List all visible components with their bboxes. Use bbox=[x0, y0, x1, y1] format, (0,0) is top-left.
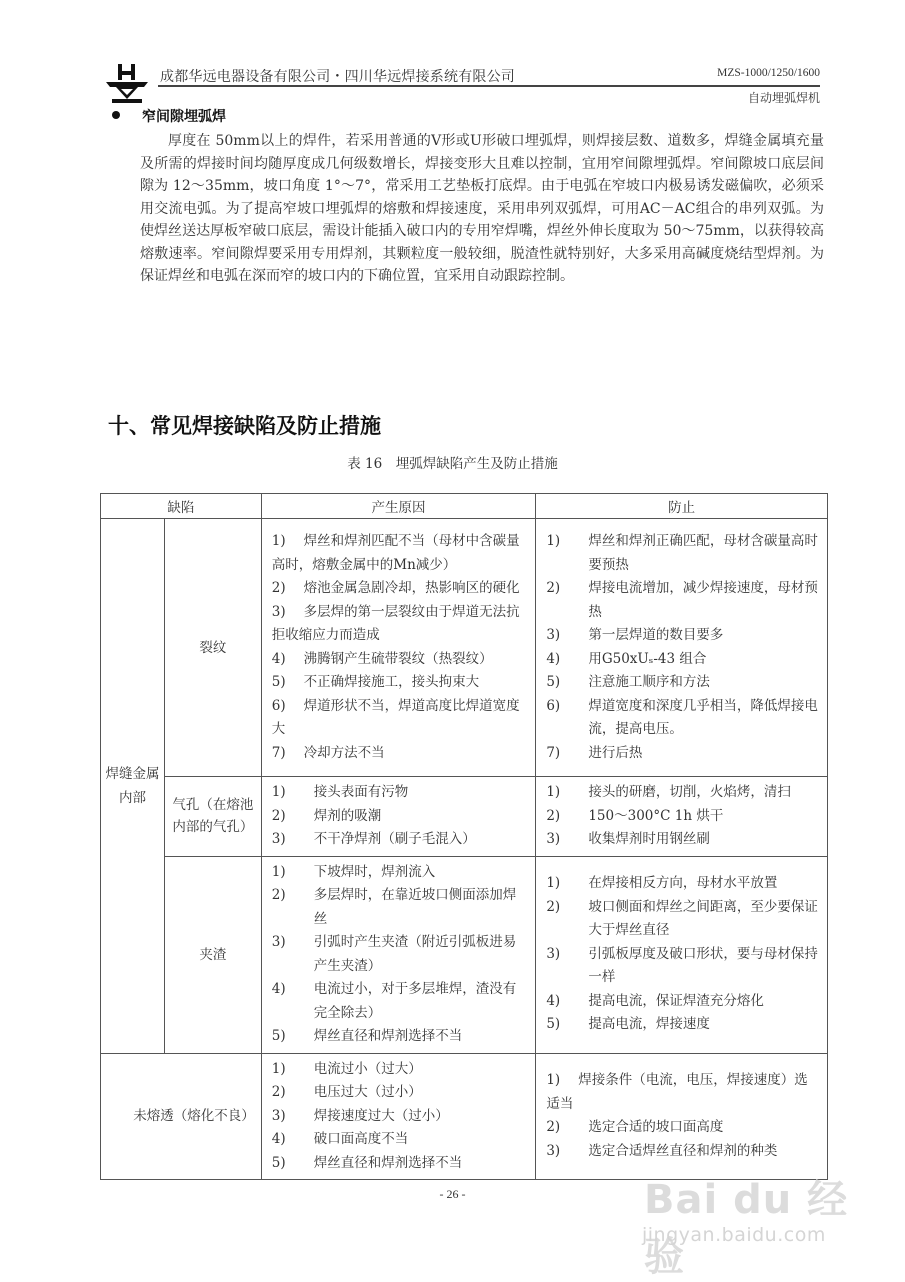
item-number: 1) bbox=[271, 1060, 286, 1077]
prevention-item bbox=[546, 781, 819, 805]
prevention-item bbox=[546, 805, 819, 829]
page-number: - 26 - bbox=[439, 1187, 466, 1201]
item-text: 多层焊时，在靠近坡口侧面添加焊丝 bbox=[313, 887, 517, 927]
item-text: 焊接速度过大（过小） bbox=[313, 1107, 449, 1124]
prevention-item bbox=[546, 1069, 819, 1116]
prevention-item bbox=[546, 742, 819, 766]
cause-item bbox=[272, 601, 528, 648]
item-text: 选定合适的坡口面高度 bbox=[588, 1119, 724, 1136]
item-text: 焊接电流增加，减少焊接速度，母材预热 bbox=[588, 580, 818, 620]
item-number: 2) bbox=[546, 1119, 561, 1136]
item-text: 电压过大（过小） bbox=[313, 1084, 422, 1100]
item-text: 引弧板厚度及破口形状，要与母材保持一样 bbox=[588, 945, 818, 986]
item-text: 多层焊的第一层裂纹由于焊道无法抗拒收缩应力而造成 bbox=[271, 603, 520, 643]
narrow-gap-heading bbox=[112, 106, 226, 126]
item-text: 冷却方法不当 bbox=[303, 744, 385, 761]
prevention-item bbox=[546, 1140, 819, 1164]
section-title: 十、常见焊接缺陷及防止措施 bbox=[108, 414, 381, 438]
model-number: MZS-1000/1250/1600 bbox=[717, 67, 820, 79]
item-number: 3) bbox=[271, 603, 286, 620]
header-prevention: 防止 bbox=[536, 494, 828, 519]
item-text: 接头的研磨，切削，火焰烤，清扫 bbox=[588, 784, 791, 800]
item-text: 不干净焊剂（刷子毛混入） bbox=[313, 831, 476, 847]
defect-cell: 未熔透（熔化不良） bbox=[101, 1053, 262, 1180]
item-text: 焊剂的吸潮 bbox=[313, 807, 382, 824]
category-cell: 焊缝金属内部 bbox=[101, 519, 165, 1054]
item-text: 进行后热 bbox=[588, 744, 643, 761]
prevention-item bbox=[546, 648, 819, 672]
prevention-item bbox=[546, 896, 819, 943]
prevention-item bbox=[546, 695, 819, 742]
item-text: 提高电流，焊接速度 bbox=[588, 1016, 710, 1033]
header-cause: 产生原因 bbox=[261, 494, 536, 519]
item-number: 3) bbox=[271, 831, 286, 847]
item-number: 2) bbox=[271, 1084, 286, 1100]
item-text: 150～300°C 1h 烘干 bbox=[588, 807, 724, 824]
item-text: 熔池金属急剧冷却，热影响区的硬化 bbox=[303, 580, 520, 596]
item-number: 1) bbox=[546, 784, 561, 800]
item-number: 1) bbox=[271, 863, 286, 880]
item-number: 6) bbox=[271, 697, 286, 714]
item-number: 5) bbox=[271, 674, 286, 690]
item-number: 5) bbox=[271, 1028, 286, 1044]
prevention-cell bbox=[536, 519, 828, 777]
item-text: 焊接条件（电流，电压，焊接速度）选适当 bbox=[546, 1072, 808, 1112]
item-number: 4) bbox=[271, 981, 286, 997]
item-text: 不正确焊接施工，接头拘束大 bbox=[303, 674, 480, 690]
narrow-gap-title: 窄间隙埋弧焊 bbox=[142, 109, 226, 125]
table-row bbox=[101, 856, 828, 1053]
prevention-item bbox=[546, 990, 819, 1014]
item-number: 4) bbox=[546, 992, 561, 1009]
item-text: 接头表面有污物 bbox=[313, 784, 409, 800]
prevention-item bbox=[546, 671, 819, 695]
table-caption: 表 16 埋弧焊缺陷产生及防止措施 bbox=[347, 456, 558, 472]
cause-item bbox=[272, 861, 528, 885]
prevention-item bbox=[546, 828, 819, 852]
item-text: 选定合适焊丝直径和焊剂的种类 bbox=[588, 1142, 778, 1159]
defect-cell: 夹渣 bbox=[164, 856, 261, 1053]
prevention-item bbox=[546, 872, 819, 896]
item-number: 2) bbox=[271, 887, 286, 903]
prevention-item bbox=[546, 1116, 819, 1140]
watermark-brand: Bai du 经验 bbox=[644, 1177, 849, 1280]
product-name: 自动埋弧焊机 bbox=[747, 91, 820, 105]
item-text: 下坡焊时，焊剂流入 bbox=[313, 863, 436, 880]
item-text: 坡口侧面和焊丝之间距离，至少要保证大于焊丝直径 bbox=[588, 898, 818, 939]
item-number: 5) bbox=[271, 1154, 286, 1171]
item-number: 2) bbox=[546, 898, 561, 915]
cause-cell bbox=[261, 519, 536, 777]
item-number: 1) bbox=[271, 784, 286, 800]
item-number: 2) bbox=[271, 807, 286, 824]
cause-cell bbox=[261, 1053, 536, 1180]
prevention-cell bbox=[536, 856, 828, 1053]
prevention-item bbox=[546, 1013, 819, 1037]
prevention-item bbox=[546, 943, 819, 990]
cause-item bbox=[272, 742, 528, 766]
item-number: 3) bbox=[546, 627, 561, 643]
item-number: 1) bbox=[546, 875, 561, 892]
item-text: 电流过小，对于多层堆焊，渣没有完全除去） bbox=[313, 981, 517, 1021]
cause-cell bbox=[261, 856, 536, 1053]
bullet-icon bbox=[112, 111, 120, 119]
item-text: 焊丝直径和焊剂选择不当 bbox=[313, 1154, 463, 1171]
item-number: 5) bbox=[546, 674, 561, 690]
company-logo-icon bbox=[104, 62, 150, 104]
narrow-gap-paragraph: 厚度在 50mm以上的焊件，若采用普通的V形或U形破口埋弧焊，则焊接层数、道数多，焊缝金属填充量及所需的焊接时间均随厚度成几何级数增长，焊接变形大且难以控制，宜用窄间隙埋弧焊。窄间隙坡口底层间隙为 12～35mm，坡口角度 1°～7°，常采用工艺垫板打底焊。由于电弧在窄坡口内极易诱发磁偏吹，必须采用交流电弧。为了提高窄坡口埋弧焊的熔敷和焊接速度，采用串列双弧焊，可用AC－AC组合的串列双弧。为使焊丝送达厚板窄破口底层，需设计能插入破口内的专用窄焊嘴，焊丝外伸长度取为 50～75mm，以获得较高熔敷速率。窄间隙焊要采用专用焊剂，其颗粒度一般较细，脱渣性就特别好，大多采用高碱度烧结型焊剂。为保证焊丝和电弧在深而窄的坡口内的下确位置，宜采用自动跟踪控制。 bbox=[140, 133, 824, 284]
cause-item bbox=[272, 648, 528, 672]
item-number: 3) bbox=[546, 945, 561, 962]
item-number: 3) bbox=[271, 1107, 286, 1124]
item-text: 焊丝直径和焊剂选择不当 bbox=[313, 1028, 463, 1044]
item-number: 4) bbox=[271, 650, 286, 667]
item-number: 2) bbox=[546, 580, 561, 596]
item-text: 焊丝和焊剂匹配不当（母材中含碳量高时，熔敷金属中的Mn减少） bbox=[271, 533, 520, 573]
cause-item bbox=[272, 1025, 528, 1049]
cause-item bbox=[272, 931, 528, 978]
item-number: 1) bbox=[271, 533, 286, 549]
cause-item bbox=[272, 1081, 528, 1105]
prevention-cell bbox=[536, 777, 828, 857]
item-text: 电流过小（过大） bbox=[313, 1060, 422, 1077]
header-divider bbox=[158, 85, 820, 87]
cause-item bbox=[272, 1105, 528, 1129]
item-text: 焊道宽度和深度几乎相当，降低焊接电流，提高电压。 bbox=[588, 697, 818, 737]
cause-item bbox=[272, 828, 528, 852]
cause-cell bbox=[261, 777, 536, 857]
item-text: 沸腾钢产生硫带裂纹（热裂纹） bbox=[303, 650, 493, 667]
item-text: 引弧时产生夹渣（附近引弧板进易产生夹渣） bbox=[313, 934, 517, 974]
item-number: 1) bbox=[546, 1072, 561, 1089]
table-row bbox=[101, 1053, 828, 1180]
item-number: 5) bbox=[546, 1016, 561, 1033]
item-text: 收集焊剂时用钢丝刷 bbox=[588, 831, 710, 847]
prevention-item bbox=[546, 577, 819, 624]
item-text: 第一层焊道的数目要多 bbox=[588, 627, 724, 643]
defect-cell: 气孔（在熔池内部的气孔） bbox=[164, 777, 261, 857]
item-text: 破口面高度不当 bbox=[313, 1131, 409, 1147]
watermark-url: jingyan.baidu.com bbox=[642, 1224, 826, 1246]
header-defect: 缺陷 bbox=[101, 494, 262, 519]
cause-item bbox=[272, 1128, 528, 1152]
prevention-item bbox=[546, 530, 819, 577]
item-text: 用G50xUₛ-43 组合 bbox=[588, 650, 707, 667]
item-text: 焊道形状不当，焊道高度比焊道宽度大 bbox=[271, 697, 520, 737]
cause-item bbox=[272, 1058, 528, 1082]
item-number: 7) bbox=[271, 744, 286, 761]
item-text: 焊丝和焊剂正确匹配，母材含碳量高时要预热 bbox=[588, 533, 818, 573]
cause-item bbox=[272, 695, 528, 742]
item-number: 1) bbox=[546, 533, 561, 549]
item-number: 2) bbox=[271, 580, 286, 596]
cause-item bbox=[272, 1152, 528, 1176]
item-number: 4) bbox=[546, 650, 561, 667]
cause-item bbox=[272, 978, 528, 1025]
cause-item bbox=[272, 781, 528, 805]
item-number: 3) bbox=[546, 1142, 561, 1159]
table-row bbox=[101, 777, 828, 857]
cause-item bbox=[272, 530, 528, 577]
prevention-item bbox=[546, 624, 819, 648]
baidu-watermark bbox=[640, 1168, 880, 1280]
item-number: 4) bbox=[271, 1131, 286, 1147]
table-row bbox=[101, 519, 828, 777]
item-number: 7) bbox=[546, 744, 561, 761]
item-number: 3) bbox=[546, 831, 561, 847]
item-number: 6) bbox=[546, 697, 561, 714]
cause-item bbox=[272, 671, 528, 695]
cause-item bbox=[272, 884, 528, 931]
item-text: 在焊接相反方向，母材水平放置 bbox=[588, 875, 778, 892]
defects-table bbox=[100, 493, 828, 1180]
item-number: 3) bbox=[271, 934, 286, 950]
cause-item bbox=[272, 577, 528, 601]
item-text: 提高电流，保证焊渣充分熔化 bbox=[588, 992, 764, 1009]
defect-cell: 裂纹 bbox=[164, 519, 261, 777]
cause-item bbox=[272, 805, 528, 829]
page-header bbox=[100, 58, 820, 108]
table-header-row bbox=[101, 494, 828, 519]
item-number: 2) bbox=[546, 807, 561, 824]
item-text: 注意施工顺序和方法 bbox=[588, 674, 710, 690]
company-name: 成都华远电器设备有限公司・四川华远焊接系统有限公司 bbox=[160, 69, 515, 85]
prevention-cell bbox=[536, 1053, 828, 1180]
